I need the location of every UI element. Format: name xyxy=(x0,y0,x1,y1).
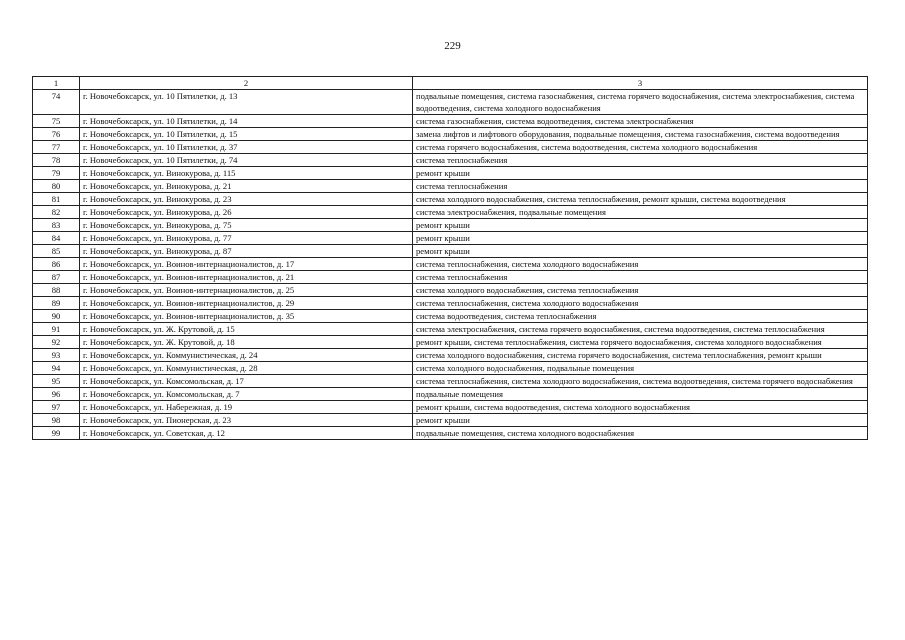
row-works: замена лифтов и лифтового оборудования, подвальные помещения, система газоснабжения, система водоотведения xyxy=(413,128,868,141)
row-number: 80 xyxy=(33,180,80,193)
row-address: г. Новочебоксарск, ул. Коммунистическая, д. 28 xyxy=(80,362,413,375)
header-row xyxy=(33,77,868,90)
page-number: 229 xyxy=(444,40,461,52)
row-works: система электроснабжения, система горячего водоснабжения, система водоотведения, система теплоснабжения xyxy=(413,323,868,336)
row-number: 87 xyxy=(33,271,80,284)
row-address: г. Новочебоксарск, ул. 10 Пятилетки, д. 74 xyxy=(80,154,413,167)
table-row xyxy=(33,245,868,258)
table-row xyxy=(33,375,868,388)
row-works: подвальные помещения, система газоснабжения, система горячего водоснабжения, система электроснабжения, система водоотведения, система холодного водоснабжения xyxy=(413,90,868,115)
row-address: г. Новочебоксарск, ул. Воинов-интернационалистов, д. 25 xyxy=(80,284,413,297)
table-row xyxy=(33,180,868,193)
row-address: г. Новочебоксарск, ул. Комсомольская, д. 7 xyxy=(80,388,413,401)
row-address: г. Новочебоксарск, ул. Ж. Крутовой, д. 15 xyxy=(80,323,413,336)
row-works: система теплоснабжения xyxy=(413,271,868,284)
row-address: г. Новочебоксарск, ул. Комсомольская, д. 17 xyxy=(80,375,413,388)
table-row xyxy=(33,297,868,310)
row-address: г. Новочебоксарск, ул. Винокурова, д. 77 xyxy=(80,232,413,245)
table-row xyxy=(33,323,868,336)
row-number: 94 xyxy=(33,362,80,375)
row-works: подвальные помещения, система холодного водоснабжения xyxy=(413,427,868,440)
row-number: 99 xyxy=(33,427,80,440)
table-row xyxy=(33,336,868,349)
row-address: г. Новочебоксарск, ул. Винокурова, д. 115 xyxy=(80,167,413,180)
table-row xyxy=(33,219,868,232)
table-body xyxy=(33,90,868,440)
row-number: 75 xyxy=(33,115,80,128)
row-works: ремонт крыши xyxy=(413,219,868,232)
row-works: ремонт крыши xyxy=(413,232,868,245)
table-row xyxy=(33,310,868,323)
row-address: г. Новочебоксарск, ул. 10 Пятилетки, д. 13 xyxy=(80,90,413,115)
row-works: система газоснабжения, система водоотведения, система электроснабжения xyxy=(413,115,868,128)
row-address: г. Новочебоксарск, ул. Воинов-интернационалистов, д. 17 xyxy=(80,258,413,271)
table-row xyxy=(33,414,868,427)
row-works: ремонт крыши, система теплоснабжения, система горячего водоснабжения, система холодного водоснабжения xyxy=(413,336,868,349)
row-works: система холодного водоснабжения, система горячего водоснабжения, система теплоснабжения, ремонт крыши xyxy=(413,349,868,362)
row-works: система холодного водоснабжения, система теплоснабжения xyxy=(413,284,868,297)
works-table xyxy=(32,76,868,440)
row-address: г. Новочебоксарск, ул. 10 Пятилетки, д. 37 xyxy=(80,141,413,154)
row-number: 92 xyxy=(33,336,80,349)
table-row xyxy=(33,427,868,440)
row-works: система теплоснабжения xyxy=(413,154,868,167)
row-works: система теплоснабжения, система холодного водоснабжения, система водоотведения, система горячего водоснабжения xyxy=(413,375,868,388)
row-address: г. Новочебоксарск, ул. Винокурова, д. 87 xyxy=(80,245,413,258)
row-works: ремонт крыши xyxy=(413,245,868,258)
row-works: ремонт крыши xyxy=(413,167,868,180)
table-row xyxy=(33,141,868,154)
row-number: 76 xyxy=(33,128,80,141)
row-number: 86 xyxy=(33,258,80,271)
row-number: 98 xyxy=(33,414,80,427)
table-row xyxy=(33,284,868,297)
row-number: 90 xyxy=(33,310,80,323)
row-address: г. Новочебоксарск, ул. Ж. Крутовой, д. 18 xyxy=(80,336,413,349)
row-works: система теплоснабжения xyxy=(413,180,868,193)
row-address: г. Новочебоксарск, ул. Винокурова, д. 26 xyxy=(80,206,413,219)
row-number: 85 xyxy=(33,245,80,258)
row-number: 78 xyxy=(33,154,80,167)
row-address: г. Новочебоксарск, ул. Воинов-интернационалистов, д. 35 xyxy=(80,310,413,323)
row-number: 93 xyxy=(33,349,80,362)
row-works: система холодного водоснабжения, подвальные помещения xyxy=(413,362,868,375)
row-address: г. Новочебоксарск, ул. Коммунистическая, д. 24 xyxy=(80,349,413,362)
row-address: г. Новочебоксарск, ул. 10 Пятилетки, д. 15 xyxy=(80,128,413,141)
column-header-1: 1 xyxy=(33,77,80,90)
row-works: система водоотведения, система теплоснабжения xyxy=(413,310,868,323)
row-works: система теплоснабжения, система холодного водоснабжения xyxy=(413,258,868,271)
table-row xyxy=(33,115,868,128)
row-address: г. Новочебоксарск, ул. Винокурова, д. 75 xyxy=(80,219,413,232)
table-row xyxy=(33,271,868,284)
row-number: 77 xyxy=(33,141,80,154)
row-number: 89 xyxy=(33,297,80,310)
row-works: система электроснабжения, подвальные помещения xyxy=(413,206,868,219)
row-address: г. Новочебоксарск, ул. Винокурова, д. 23 xyxy=(80,193,413,206)
row-number: 97 xyxy=(33,401,80,414)
column-header-3: 3 xyxy=(413,77,868,90)
row-works: система теплоснабжения, система холодного водоснабжения xyxy=(413,297,868,310)
row-number: 81 xyxy=(33,193,80,206)
row-works: ремонт крыши xyxy=(413,414,868,427)
table-row xyxy=(33,362,868,375)
row-number: 88 xyxy=(33,284,80,297)
table-row xyxy=(33,193,868,206)
row-address: г. Новочебоксарск, ул. Винокурова, д. 21 xyxy=(80,180,413,193)
row-address: г. Новочебоксарск, ул. Набережная, д. 19 xyxy=(80,401,413,414)
row-works: система холодного водоснабжения, система теплоснабжения, ремонт крыши, система водоотведения xyxy=(413,193,868,206)
column-header-2: 2 xyxy=(80,77,413,90)
table-row xyxy=(33,90,868,115)
table-row xyxy=(33,154,868,167)
row-works: ремонт крыши, система водоотведения, система холодного водоснабжения xyxy=(413,401,868,414)
row-number: 95 xyxy=(33,375,80,388)
table-row xyxy=(33,401,868,414)
row-number: 96 xyxy=(33,388,80,401)
table-row xyxy=(33,388,868,401)
table-row xyxy=(33,349,868,362)
table-row xyxy=(33,167,868,180)
row-address: г. Новочебоксарск, ул. Воинов-интернационалистов, д. 21 xyxy=(80,271,413,284)
row-number: 82 xyxy=(33,206,80,219)
row-number: 91 xyxy=(33,323,80,336)
row-address: г. Новочебоксарск, ул. Советская, д. 12 xyxy=(80,427,413,440)
row-works: подвальные помещения xyxy=(413,388,868,401)
row-address: г. Новочебоксарск, ул. Воинов-интернационалистов, д. 29 xyxy=(80,297,413,310)
row-number: 79 xyxy=(33,167,80,180)
row-address: г. Новочебоксарск, ул. 10 Пятилетки, д. 14 xyxy=(80,115,413,128)
row-address: г. Новочебоксарск, ул. Пионерская, д. 23 xyxy=(80,414,413,427)
row-number: 83 xyxy=(33,219,80,232)
row-number: 74 xyxy=(33,90,80,115)
table-row xyxy=(33,258,868,271)
table-row xyxy=(33,206,868,219)
row-number: 84 xyxy=(33,232,80,245)
row-works: система горячего водоснабжения, система водоотведения, система холодного водоснабжения xyxy=(413,141,868,154)
table-row xyxy=(33,128,868,141)
table-row xyxy=(33,232,868,245)
